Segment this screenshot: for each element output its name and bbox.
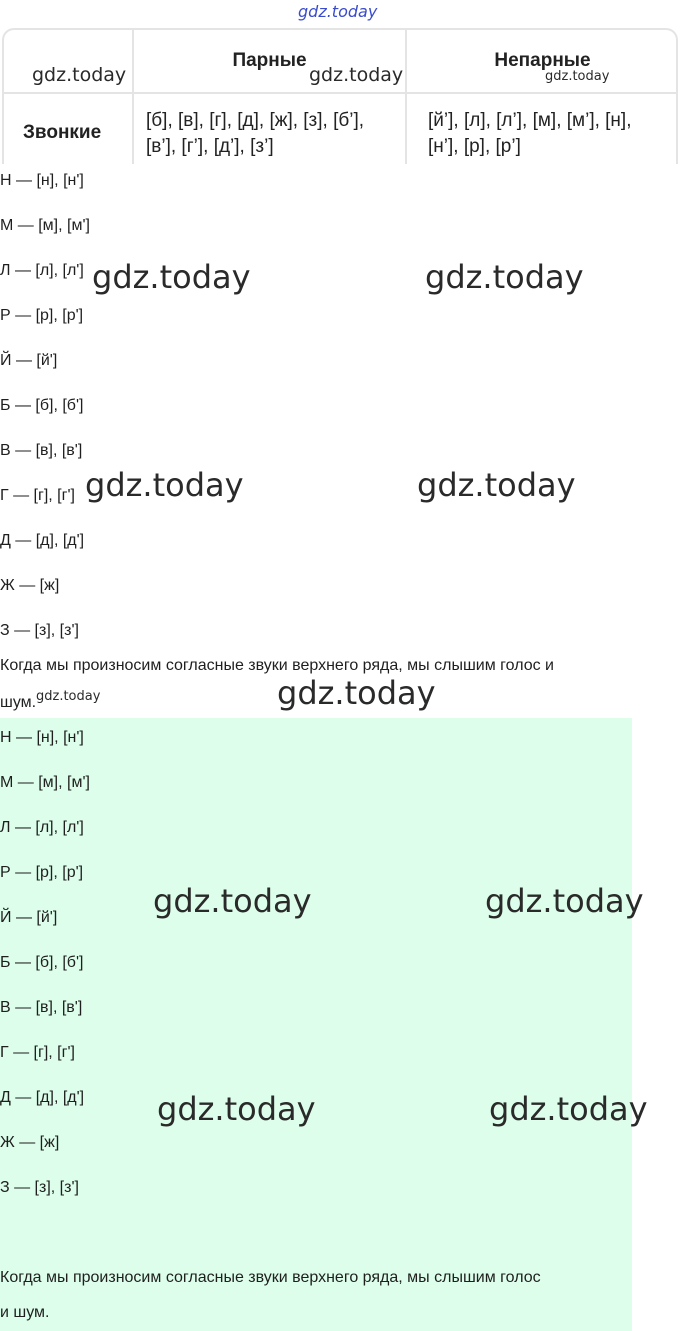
list-item: В — [в], [в']: [0, 999, 83, 1016]
list-item: Д — [д], [д']: [0, 1089, 85, 1106]
list-item: Б — [б], [б']: [0, 954, 84, 971]
paragraph-line: Когда мы произносим согласные звуки верхнего ряда, мы слышим голос и: [0, 657, 554, 674]
list-item: Л — [л], [л']: [0, 262, 84, 279]
unpaired-voiced-line2: [н’], [р], [р’]: [428, 136, 521, 157]
list-item: М — [м], [м']: [0, 217, 90, 234]
consonants-table: [2, 28, 678, 164]
row-label-voiced: Звонкие: [23, 122, 102, 143]
watermark: gdz.today: [157, 1090, 316, 1128]
header-unpaired: Непарные: [494, 50, 591, 71]
watermark: gdz.today: [489, 1090, 648, 1128]
watermark: gdz.today: [545, 69, 610, 84]
list-item: Д — [д], [д']: [0, 532, 85, 549]
list-item: Р — [р], [р']: [0, 307, 84, 324]
watermark: gdz.today: [425, 258, 584, 296]
table-divider: [4, 92, 676, 94]
watermark: gdz.today: [36, 689, 101, 704]
paragraph-line: Когда мы произносим согласные звуки верхнего ряда, мы слышим голос: [0, 1269, 541, 1286]
paired-voiced-line1: [б], [в], [г], [д], [ж], [з], [б’],: [146, 110, 365, 131]
list-item: Р — [р], [р']: [0, 864, 84, 881]
list-item: Н — [н], [н']: [0, 729, 84, 746]
paired-voiced-line2: [в’], [г’], [д’], [з’]: [146, 136, 274, 157]
paragraph-line: шум.: [0, 694, 37, 711]
list-item: Г — [г], [г']: [0, 1044, 75, 1061]
list-item: Ж — [ж]: [0, 577, 60, 594]
watermark: gdz.today: [417, 466, 576, 504]
unpaired-voiced-line1: [й’], [л], [л’], [м], [м’], [н],: [428, 110, 632, 131]
watermark: gdz.today: [153, 882, 312, 920]
watermark: gdz.today: [309, 64, 404, 86]
watermark-top: gdz.today: [298, 2, 378, 21]
watermark: gdz.today: [277, 674, 436, 712]
list-item: Л — [л], [л']: [0, 819, 84, 836]
list-item: Н — [н], [н']: [0, 172, 84, 189]
watermark: gdz.today: [485, 882, 644, 920]
header-paired: Парные: [232, 50, 307, 71]
list-item: Й — [й']: [0, 909, 58, 926]
watermark: gdz.today: [32, 64, 127, 86]
list-item: З — [з], [з']: [0, 1179, 79, 1196]
list-item: З — [з], [з']: [0, 622, 79, 639]
list-item: Б — [б], [б']: [0, 397, 84, 414]
list-item: Й — [й']: [0, 352, 58, 369]
watermark: gdz.today: [92, 258, 251, 296]
list-item: М — [м], [м']: [0, 774, 90, 791]
highlighted-answer-block: [0, 718, 632, 1331]
list-item: Ж — [ж]: [0, 1134, 60, 1151]
list-item: Г — [г], [г']: [0, 487, 75, 504]
watermark: gdz.today: [85, 466, 244, 504]
list-item: В — [в], [в']: [0, 442, 83, 459]
paragraph-line: и шум.: [0, 1304, 50, 1321]
